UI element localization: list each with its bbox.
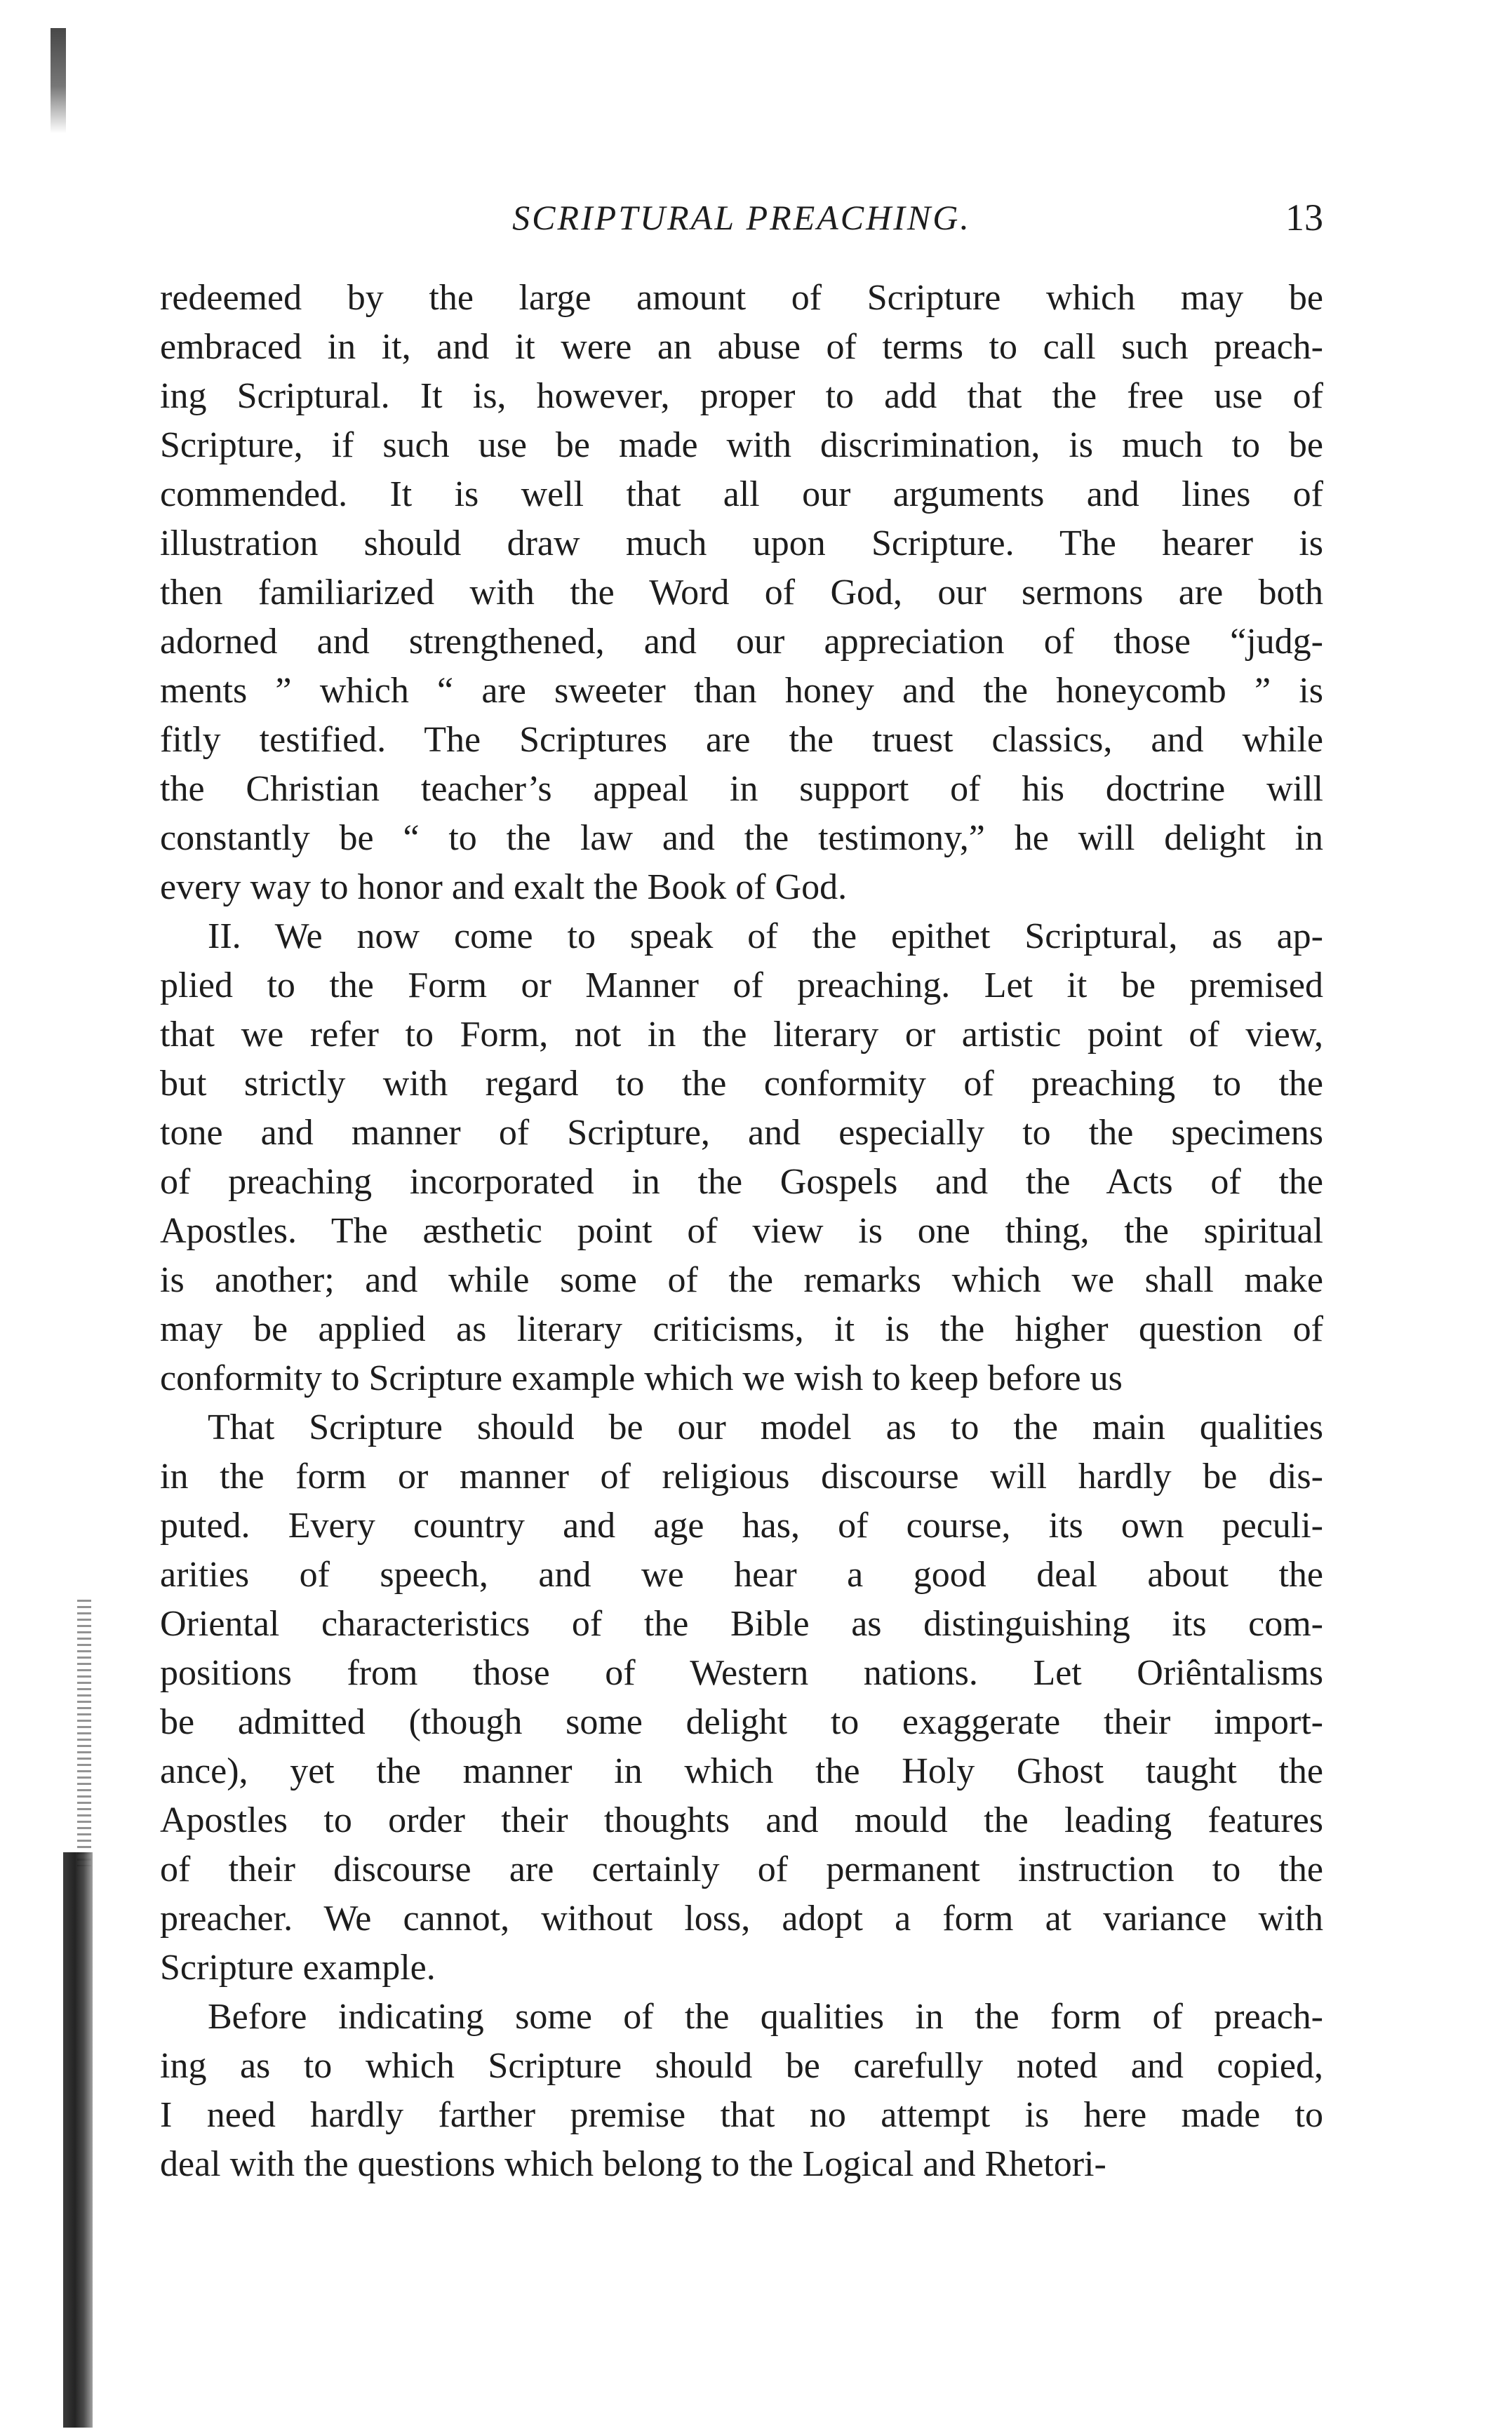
text-line: may be applied as literary criticisms, it is the higher question of [160,1309,1323,1349]
text-line: be admitted (though some delight to exaggerate their import- [160,1702,1323,1742]
paragraph [160,274,1323,912]
text-line: tone and manner of Scripture, and especially to the specimens [160,1113,1323,1153]
text-line: illustration should draw much upon Scripture. The hearer is [160,523,1323,563]
text-line: deal with the questions which belong to the Logical and Rhetori- [160,2144,1106,2184]
text-line: Oriental characteristics of the Bible as distinguishing its com- [160,1604,1323,1644]
page-number: 13 [1285,196,1323,239]
text-line: ing Scriptural. It is, however, proper to add that the free use of [160,376,1323,416]
text-line: then familiarized with the Word of God, our sermons are both [160,573,1323,613]
binding-speckle-mark [77,1600,91,1866]
text-line: fitly testified. The Scriptures are the truest classics, and while [160,720,1323,760]
text-line: is another; and while some of the remarks which we shall make [160,1260,1323,1300]
text-line: but strictly with regard to the conformity of preaching to the [160,1064,1323,1104]
binding-edge-top-mark [51,28,66,133]
text-line: II. We now come to speak of the epithet Scriptural, as ap- [208,916,1323,956]
paragraph-text [160,1993,1323,2189]
text-line: conformity to Scripture example which we wish to keep before us [160,1358,1123,1398]
text-line: ments ” which “ are sweeter than honey and the honeycomb ” is [160,671,1323,711]
paragraph-text [160,1403,1323,1993]
body-text [160,274,1323,2189]
text-line: That Scripture should be our model as to the main qualities [208,1407,1323,1447]
running-head [160,189,1323,246]
paragraph [160,1993,1323,2189]
text-line: commended. It is well that all our arguments and lines of [160,474,1323,514]
text-line: ing as to which Scripture should be carefully noted and copied, [160,2046,1323,2086]
text-line: of preaching incorporated in the Gospels and the Acts of the [160,1162,1323,1202]
binding-edge-mark [63,1852,93,2428]
paragraph [160,912,1323,1403]
running-title: SCRIPTURAL PREACHING. [512,198,971,237]
paragraph-text [160,912,1323,1403]
text-line: puted. Every country and age has, of course, its own peculi- [160,1506,1323,1546]
text-line: positions from those of Western nations. Let Oriêntalisms [160,1653,1323,1693]
text-line: arities of speech, and we hear a good deal about the [160,1555,1323,1595]
paragraph [160,1403,1323,1993]
text-line: plied to the Form or Manner of preaching. Let it be premised [160,965,1323,1005]
text-line: preacher. We cannot, without loss, adopt a form at variance with [160,1899,1323,1939]
text-line: that we refer to Form, not in the literary or artistic point of view, [160,1015,1323,1055]
text-line: redeemed by the large amount of Scripture which may be [160,278,1323,318]
text-line: every way to honor and exalt the Book of God. [160,867,848,907]
text-line: Before indicating some of the qualities in the form of preach- [208,1997,1323,2037]
text-line: Apostles. The æsthetic point of view is one thing, the spiritual [160,1211,1323,1251]
text-line: ance), yet the manner in which the Holy Ghost taught the [160,1751,1323,1791]
text-line: Scripture example. [160,1948,436,1988]
text-line: in the form or manner of religious discourse will hardly be dis- [160,1457,1323,1497]
text-line: constantly be “ to the law and the testimony,” he will delight in [160,818,1323,858]
text-line: Scripture, if such use be made with discrimination, is much to be [160,425,1323,465]
text-line: Apostles to order their thoughts and mould the leading features [160,1800,1323,1840]
text-line: I need hardly farther premise that no attempt is here made to [160,2095,1323,2135]
text-line: embraced in it, and it were an abuse of terms to call such preach- [160,327,1323,367]
paragraph-text [160,274,1323,912]
text-line: of their discourse are certainly of permanent instruction to the [160,1849,1323,1889]
text-line: adorned and strengthened, and our appreciation of those “judg- [160,622,1323,662]
text-line: the Christian teacher’s appeal in support of his doctrine will [160,769,1323,809]
